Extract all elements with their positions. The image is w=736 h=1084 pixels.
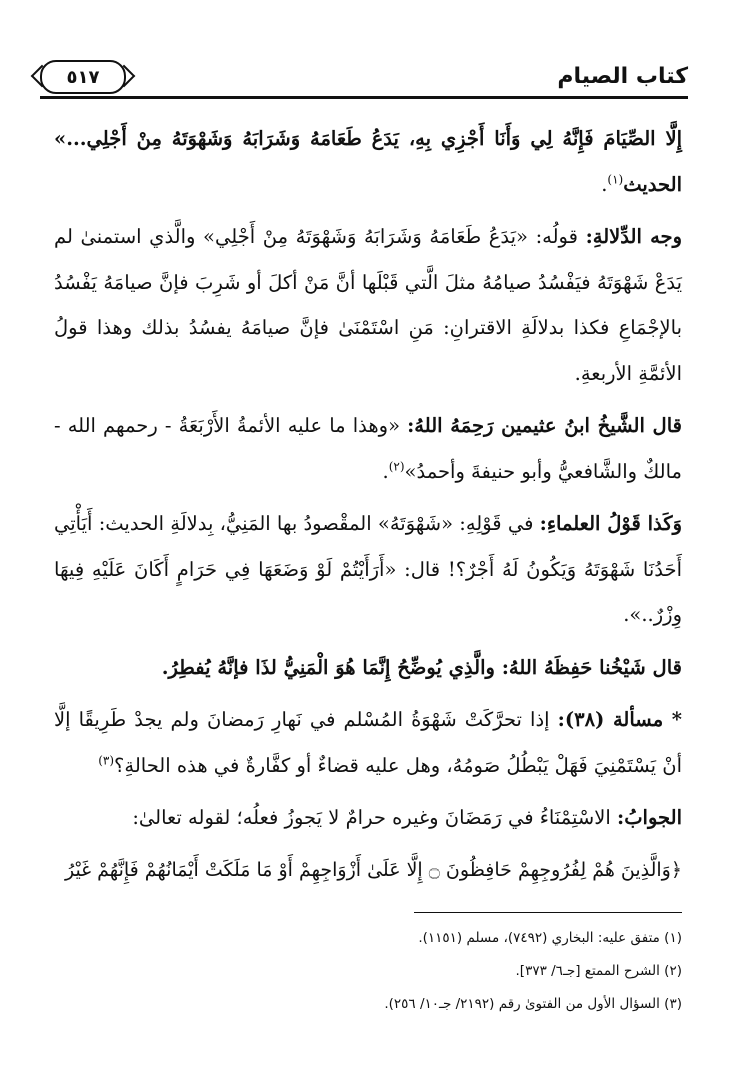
footnote-1: (١) متفق عليه: البخاري (٧٤٩٢)، مسلم (١١٥١). <box>418 930 682 946</box>
paragraph-body: والَّذِي يُوضِّحُ إِنَّمَا هُوَ الْمَنِيُّ لذَا فإنَّهُ يُفطِرُ. <box>161 655 502 679</box>
paragraph-ibn-uthaymin <box>54 403 682 494</box>
paragraph-body: قولُه: «يَدَعُ طَعَامَهُ وَشَرَابَهُ وَشَهْوَتَهُ مِنْ أَجْلِي» والَّذي استمنىٰ لم يَدَعْ شَهْوَتَهُ فيَفْسُدُ صيامُهُ مثلَ الَّتي قَبْلَها أنَّ مَنْ أكلَ أو شَرِبَ فإنَّ صيامَهُ يَفْسُدُ بالإجْمَاعِ فكذا بدلالَةِ الاقترانِ: مَنِ اسْتَمْنَىٰ فإنَّ صيامَهُ يفسُدُ بذلك وهذا قولُ الأئمَّةِ الأربعةِ. <box>54 225 682 385</box>
issue-heading: * مسألة (٣٨): <box>557 708 682 731</box>
paragraph-lead: وجه الدِّلالةِ: <box>585 225 682 248</box>
header-rule <box>40 96 688 99</box>
paragraph-end: . <box>601 172 608 196</box>
paragraph-body: في قَوْلِهِ: «شَهْوَتَهُ» المقْصودُ بها المَنِيُّ، بِدلالَةِ الحديث: أَيَأْتِي أَحَدُنَا شَهْوَتَهُ وَيَكُونُ لَهُ أَجْرٌ؟! قال: «أَرَأَيْتُمْ لَوْ وَضَعَهَا فِي حَرَامٍ أَكَانَ عَلَيْهِ فِيهَا وِزْرٌ..». <box>54 512 682 626</box>
footnotes <box>54 922 682 1021</box>
page-header <box>40 60 688 106</box>
footnote-2: (٢) الشرح الممتع [جـ٦/ ٣٧٣]. <box>515 963 682 979</box>
footnote-ref-2: (٢) <box>388 459 405 473</box>
paragraph-answer <box>54 795 682 841</box>
paragraph-hadith <box>54 116 682 207</box>
paragraph-lead: وَكَذا قَوْلُ العلماءِ: <box>539 512 682 535</box>
book-title: كتاب الصيام <box>557 64 688 89</box>
paragraph-body: الاسْتِمْنَاءُ في رَمَضَانَ وغيره حرامٌ لا يَجوزُ فعلُه؛ لقوله تعالىٰ: <box>132 806 617 829</box>
paragraph-body: «وهذا ما عليه الأئمةُ الأَرْبَعَةُ - رحمهم الله - مالكٌ والشَّافعيُّ وأبو حنيفةَ وأحمدُ» <box>54 414 682 483</box>
main-text <box>54 116 682 900</box>
footnote-ref-1: (١) <box>607 172 624 186</box>
footnote-ref-3: (٣) <box>98 753 115 767</box>
paragraph-lead: قال شَيْخُنا حَفِظَهُ اللهُ: <box>501 655 682 679</box>
paragraph-body: إذا تحرَّكَتْ شَهْوَةُ المُسْلم في نَهارِ رَمضانَ ولم يجدْ طَرِيقًا إلَّا أنْ يَسْتَمْنِيَ فَهَلْ يَبْطُلُ صَومُهُ، وهل عليه قضاءٌ أو كفَّارةٌ في هذه الحالةِ؟ <box>54 708 682 777</box>
paragraph-lead: قال الشَّيخُ ابنُ عثيمين رَحِمَهُ اللهُ: <box>407 414 682 437</box>
paragraph-scholars <box>54 501 682 638</box>
quran-verse: ﴿وَالَّذِينَ هُمْ لِفُرُوجِهِمْ حَافِظُونَ ۝ إِلَّا عَلَىٰ أَزْوَاجِهِمْ أَوْ مَا مَلَكَتْ أَيْمَانُهُمْ فَإِنَّهُمْ غَيْرُ <box>64 858 682 881</box>
paragraph-issue-38 <box>54 697 682 788</box>
paragraph-sheikh <box>54 645 682 691</box>
paragraph-evidence <box>54 214 682 396</box>
hadith-text: إِلَّا الصِّيَامَ فَإِنَّهُ لِي وَأَنَا أَجْزِي بِهِ، يَدَعُ طَعَامَهُ وَشَرَابَهُ وَشَهْوَتَهُ مِنْ أَجْلِي...» الحديث <box>54 127 682 196</box>
answer-heading: الجوابُ: <box>617 806 682 829</box>
footnote-rule <box>414 912 682 913</box>
paragraph-end: . <box>382 459 389 483</box>
page-number: ٥١٧ <box>40 60 126 94</box>
footnote-3: (٣) السؤال الأول من الفتوىٰ رقم (٢١٩٢/ جـ١٠/ ٢٥٦). <box>384 996 682 1012</box>
